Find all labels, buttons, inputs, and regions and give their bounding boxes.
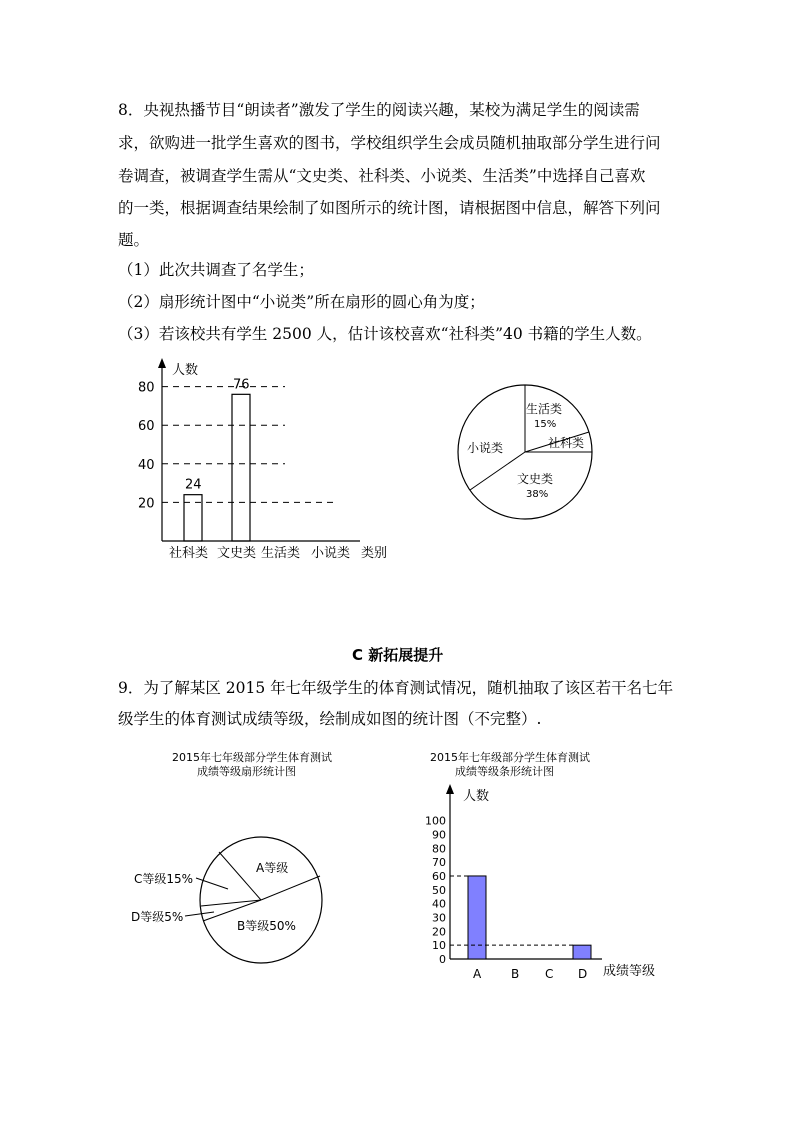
q9-bar-ytick-label: 50 (432, 883, 446, 897)
q8-pie-label-novel: 小说类 (467, 441, 504, 455)
q8-bar-ytick-label: 60 (138, 419, 155, 435)
q8-pie-pct-life: 15% (534, 419, 557, 430)
q8-bar-xlabel: 类别 (361, 546, 388, 561)
q9-pie-label-d: D等级5% (131, 910, 184, 924)
q9-bar-ytick-label: 0 (439, 953, 446, 966)
q9-line-2: 级学生的体育测试成绩等级，绘制成如图的统计图（不完整）. (118, 710, 542, 728)
q9-pie-title-1: 2015年七年级部分学生体育测试 (172, 751, 332, 764)
q9-pie-leader-d (185, 912, 214, 916)
q9-bar-ytick-label: 100 (425, 814, 446, 828)
q8-bar-ylabel: 人数 (172, 363, 199, 378)
q9-bar (573, 945, 591, 959)
q9-bar-ytick-label: 30 (432, 911, 446, 925)
q8-sub-3: （3）若该校共有学生 2500 人，估计该校喜欢“社科类”40 书籍的学生人数。 (118, 325, 652, 343)
q9-pie-title-2: 成绩等级扇形统计图 (197, 765, 296, 778)
q9-bar-ytick-label: 80 (432, 842, 446, 856)
q8-line-3: 卷调查，被调查学生需从“文史类、社科类、小说类、生活类”中选择自己喜欢 (118, 167, 646, 185)
q9-bar-title-2: 成绩等级条形统计图 (455, 765, 554, 778)
q9-bar (468, 876, 486, 959)
q8-bar (184, 495, 202, 541)
q8-bar-xtick-label: 小说类 (311, 546, 351, 561)
q8-bar-data-label: 76 (233, 377, 250, 393)
q8-sub-2: （2）扇形统计图中“小说类”所在扇形的圆心角为度； (118, 293, 485, 311)
section-title: C 新拓展提升 (352, 646, 444, 664)
q9-bar-xtick-label: C (545, 967, 554, 981)
q8-pie-label-life: 生活类 (526, 402, 563, 416)
q9-bar-ytick-label: 60 (432, 869, 446, 883)
q9-bar-title-1: 2015年七年级部分学生体育测试 (430, 751, 590, 764)
q8-line-4: 的一类，根据调查结果绘制了如图所示的统计图，请根据图中信息，解答下列问 (118, 199, 661, 217)
q8-pie-label-social: 社科类 (548, 436, 585, 450)
q8-bar-xtick-label: 社科类 (169, 546, 209, 561)
q9-pie-label-c: C等级15% (134, 872, 194, 886)
q8-pie-chart (458, 385, 592, 519)
q9-bar-ylabel: 人数 (463, 789, 490, 804)
q9-bar-y-arrow (446, 784, 454, 794)
q8-bar-xtick-label: 生活类 (261, 546, 301, 561)
q9-line-1: 9．为了解某区 2015 年七年级学生的体育测试情况，随机抽取了该区若干名七年 (118, 679, 674, 697)
q9-pie-radius-a2 (219, 852, 261, 900)
q9-bar-ytick-label: 10 (432, 939, 446, 953)
q9-bar-xtick-label: D (578, 967, 588, 981)
q9-pie-label-a: A等级 (256, 861, 289, 875)
q8-bar-y-arrow (158, 358, 166, 368)
q9-bar-xtick-label: A (473, 967, 482, 981)
q9-bar-ytick-label: 90 (432, 828, 446, 842)
q8-sub-1: （1）此次共调查了名学生； (118, 261, 314, 279)
q9-bar-ytick-label: 70 (432, 856, 446, 870)
q9-pie-radius-a1 (261, 876, 320, 900)
q9-bar-chart (425, 750, 655, 981)
q8-pie-label-history: 文史类 (517, 472, 554, 486)
q9-bar-ytick-label: 20 (432, 925, 446, 939)
q9-pie-label-b: B等级50% (237, 919, 296, 933)
q8-bar-data-label: 24 (185, 477, 202, 493)
q8-bar-ytick-label: 40 (138, 457, 155, 473)
q9-bar-ytick-label: 40 (432, 897, 446, 911)
q9-bar-xtick-label: B (511, 967, 520, 981)
q8-line-1: 8．央视热播节目“朗读者”激发了学生的阅读兴趣，某校为满足学生的阅读需 (118, 101, 640, 119)
q8-bar-ytick-label: 80 (138, 380, 155, 396)
q8-bar (232, 394, 250, 541)
q8-bar-chart (138, 358, 387, 561)
q8-line-2: 求，欲购进一批学生喜欢的图书，学校组织学生会成员随机抽取部分学生进行问 (118, 134, 661, 152)
q8-bar-xtick-label: 文史类 (217, 546, 257, 561)
q8-line-5: 题。 (118, 231, 150, 249)
q8-pie-pct-history: 38% (526, 489, 549, 500)
q9-pie-chart (131, 750, 332, 963)
q9-bar-xlabel: 成绩等级 (603, 964, 656, 979)
q8-bar-ytick-label: 20 (138, 496, 155, 512)
